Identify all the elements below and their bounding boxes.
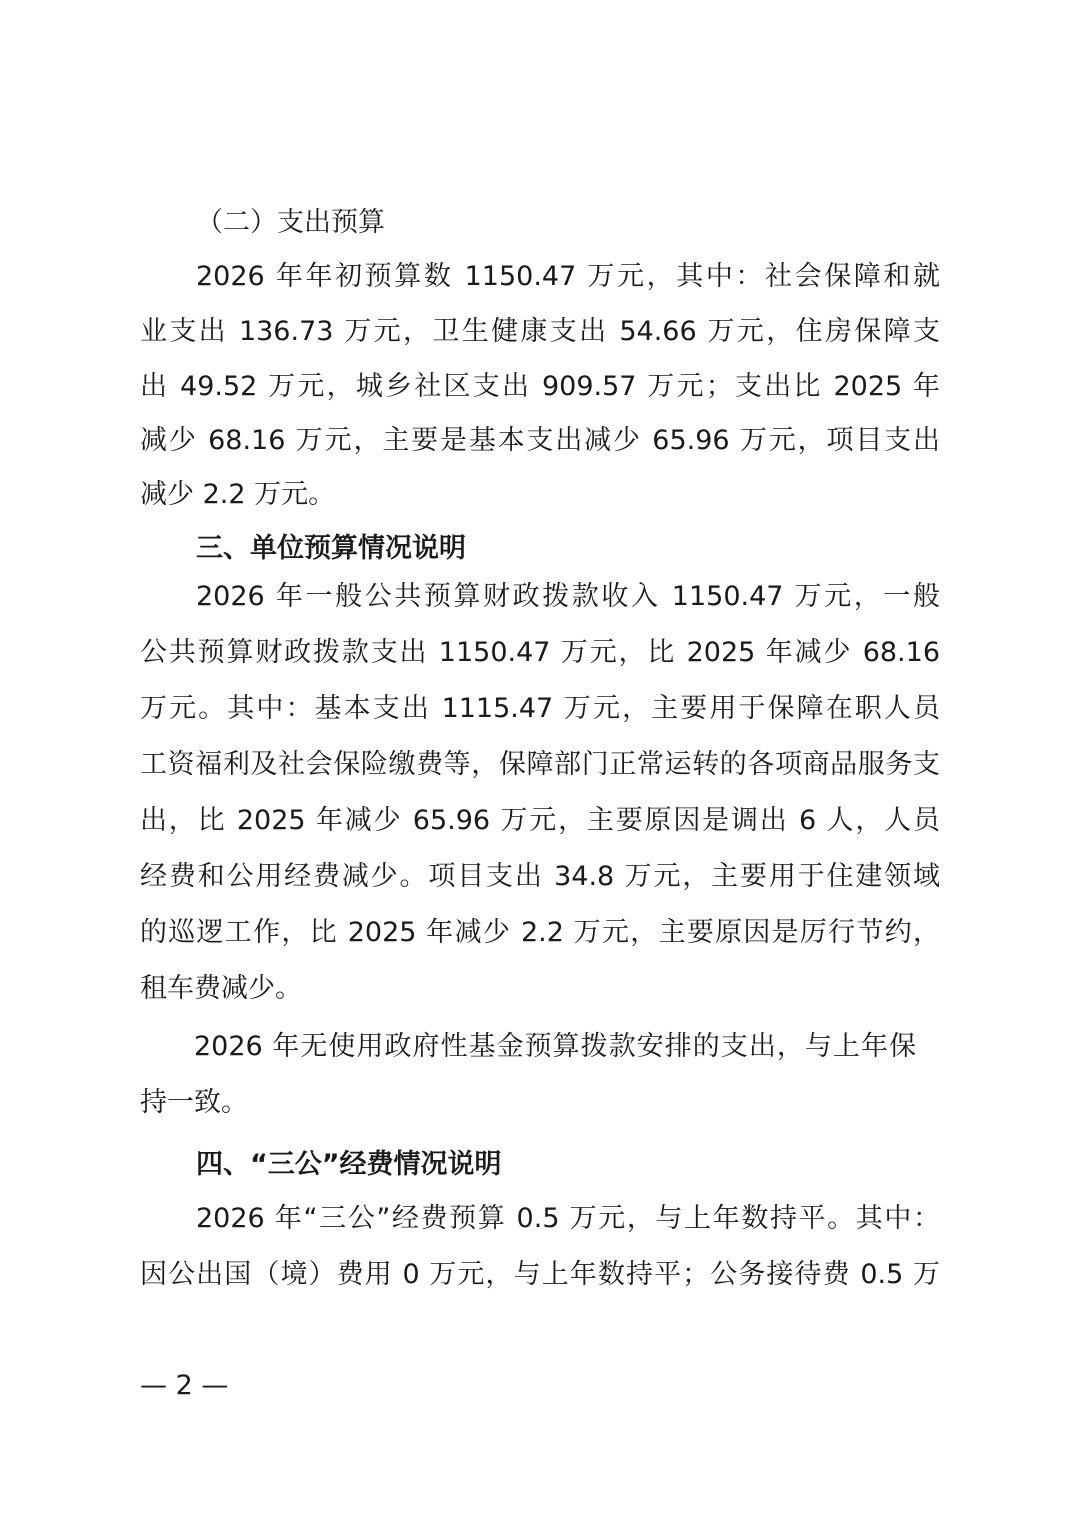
paragraph-line: 2026 年无使用政府性基金预算拨款安排的支出，与上年保	[194, 1031, 916, 1062]
paragraph-line: 万元。其中：基本支出 1115.47 万元，主要用于保障在职人员	[140, 693, 940, 724]
page-number: — 2 —	[140, 1370, 229, 1401]
paragraph-line: 减少 68.16 万元，主要是基本支出减少 65.96 万元，项目支出	[140, 425, 940, 456]
section-heading-three-public-expenses: 四、“三公”经费情况说明	[196, 1149, 502, 1180]
paragraph-line: 出，比 2025 年减少 65.96 万元，主要原因是调出 6 人，人员	[140, 805, 940, 836]
paragraph-line: 2026 年年初预算数 1150.47 万元，其中：社会保障和就	[196, 261, 940, 292]
paragraph-line: 2026 年“三公”经费预算 0.5 万元，与上年数持平。其中：	[196, 1203, 940, 1234]
paragraph-line: 工资福利及社会保险缴费等，保障部门正常运转的各项商品服务支	[140, 749, 940, 780]
section-heading-expenditure-budget: （二）支出预算	[196, 207, 385, 238]
paragraph-line: 经费和公用经费减少。项目支出 34.8 万元，主要用于住建领域	[140, 861, 940, 892]
section-heading-unit-budget: 三、单位预算情况说明	[196, 533, 466, 564]
paragraph-line: 出 49.52 万元，城乡社区支出 909.57 万元；支出比 2025 年	[140, 371, 940, 402]
paragraph-line: 持一致。	[140, 1087, 248, 1118]
paragraph-line: 因公出国（境）费用 0 万元，与上年数持平；公务接待费 0.5 万	[140, 1259, 940, 1290]
paragraph-line: 减少 2.2 万元。	[140, 479, 336, 510]
paragraph-line: 公共预算财政拨款支出 1150.47 万元，比 2025 年减少 68.16	[140, 637, 940, 668]
paragraph-line: 的巡逻工作，比 2025 年减少 2.2 万元，主要原因是厉行节约，	[140, 917, 940, 948]
paragraph-line: 2026 年一般公共预算财政拨款收入 1150.47 万元，一般	[196, 581, 940, 612]
paragraph-line: 业支出 136.73 万元，卫生健康支出 54.66 万元，住房保障支	[140, 316, 940, 347]
paragraph-line: 租车费减少。	[140, 973, 302, 1004]
